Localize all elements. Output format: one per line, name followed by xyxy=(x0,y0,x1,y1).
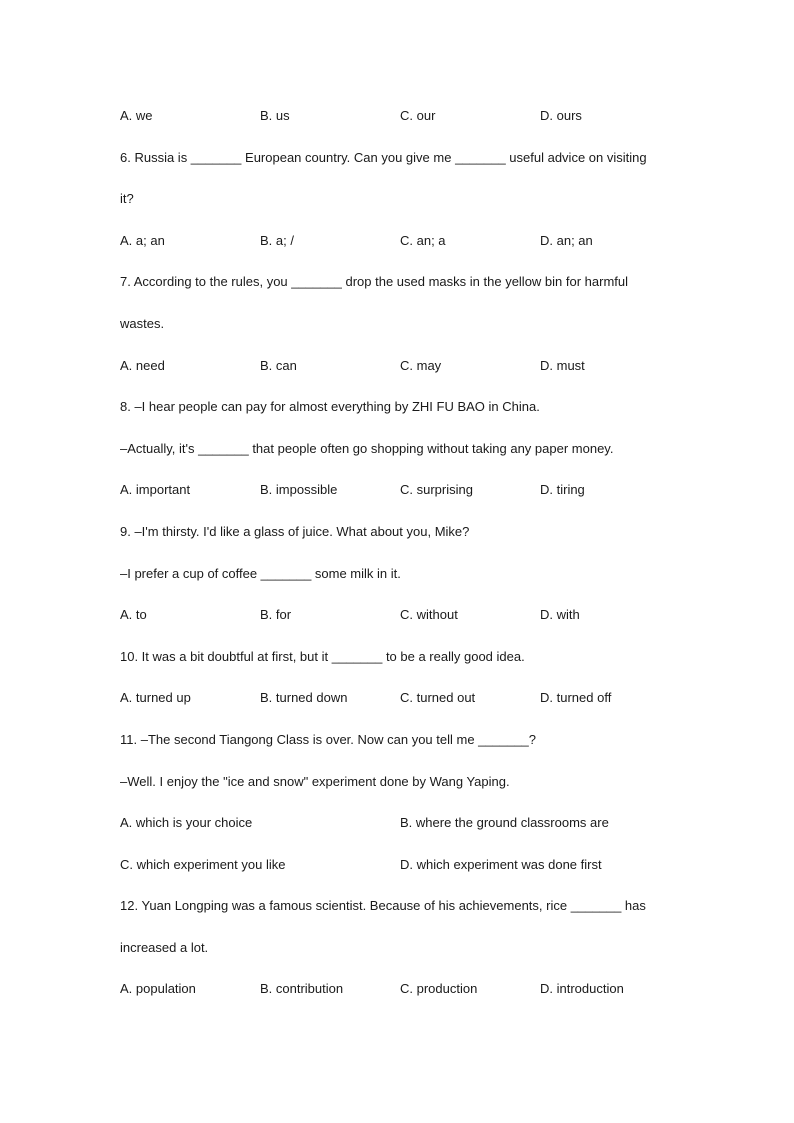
q11-options-row1 xyxy=(120,814,680,856)
q9-dialog-line2: –I prefer a cup of coffee _______ some milk in it. xyxy=(120,565,401,581)
q10-options xyxy=(120,689,680,731)
q8-dialog-line1: 8. –I hear people can pay for almost everything by ZHI FU BAO in China. xyxy=(120,399,540,415)
q12-option-c[interactable]: C. production xyxy=(400,981,478,997)
q11-option-a[interactable]: A. which is your choice xyxy=(120,815,253,831)
q6-stem-line1: 6. Russia is _______ European country. Can you give me _______ useful advice on visiting xyxy=(120,149,647,165)
q8-option-a[interactable]: A. important xyxy=(120,482,191,498)
q7-option-b[interactable]: B. can xyxy=(260,357,297,373)
q7-option-a[interactable]: A. need xyxy=(120,357,165,373)
q5-option-a[interactable]: A. we xyxy=(120,108,153,123)
q12-stem-line1: 12. Yuan Longping was a famous scientist. Because of his achievements, rice _______ has xyxy=(120,898,646,914)
q11-option-d[interactable]: D. which experiment was done first xyxy=(400,856,602,872)
q5-option-b[interactable]: B. us xyxy=(260,108,290,123)
q10-stem: 10. It was a bit doubtful at first, but it _______ to be a really good idea. xyxy=(120,648,525,664)
q5-options xyxy=(120,107,680,149)
q9-option-d[interactable]: D. with xyxy=(540,607,580,623)
q7-options xyxy=(120,357,680,399)
q6-option-a[interactable]: A. a; an xyxy=(120,232,165,248)
q6-options xyxy=(120,232,680,274)
q9-option-a[interactable]: A. to xyxy=(120,607,147,623)
q12-option-a[interactable]: A. population xyxy=(120,981,196,997)
q6-option-c[interactable]: C. an; a xyxy=(400,232,446,248)
q10-option-d[interactable]: D. turned off xyxy=(540,690,612,706)
q7-stem-line1: 7. According to the rules, you _______ drop the used masks in the yellow bin for harmful xyxy=(120,274,629,290)
q11-options-row2 xyxy=(120,856,680,898)
q7-stem-line2: wastes. xyxy=(120,315,165,331)
q12-options xyxy=(120,980,680,1022)
q8-option-d[interactable]: D. tiring xyxy=(540,482,585,498)
q10-option-b[interactable]: B. turned down xyxy=(260,690,348,706)
q11-option-b[interactable]: B. where the ground classrooms are xyxy=(400,815,609,831)
q7-option-d[interactable]: D. must xyxy=(540,357,585,373)
q9-option-b[interactable]: B. for xyxy=(260,607,292,623)
q8-options xyxy=(120,481,680,523)
q6-option-b[interactable]: B. a; / xyxy=(260,232,294,248)
q9-option-c[interactable]: C. without xyxy=(400,607,458,623)
q5-option-d[interactable]: D. ours xyxy=(540,108,582,123)
q5-option-c[interactable]: C. our xyxy=(400,108,436,123)
q12-stem-line2: increased a lot. xyxy=(120,939,209,955)
q8-option-b[interactable]: B. impossible xyxy=(260,482,338,498)
q11-dialog-line1: 11. –The second Tiangong Class is over. Now can you tell me _______? xyxy=(120,731,537,747)
q11-dialog-line2: –Well. I enjoy the "ice and snow" experiment done by Wang Yaping. xyxy=(120,773,510,789)
q10-option-c[interactable]: C. turned out xyxy=(400,690,476,706)
q6-stem-line2: it? xyxy=(120,191,134,207)
q7-option-c[interactable]: C. may xyxy=(400,357,442,373)
q6-option-d[interactable]: D. an; an xyxy=(540,232,593,248)
q8-option-c[interactable]: C. surprising xyxy=(400,482,473,498)
q10-option-a[interactable]: A. turned up xyxy=(120,690,191,706)
worksheet-page xyxy=(120,107,680,1022)
q9-options xyxy=(120,606,680,648)
q12-option-b[interactable]: B. contribution xyxy=(260,981,344,997)
q8-dialog-line2: –Actually, it's _______ that people often go shopping without taking any paper money. xyxy=(120,440,614,456)
q9-dialog-line1: 9. –I'm thirsty. I'd like a glass of juice. What about you, Mike? xyxy=(120,523,470,539)
q12-option-d[interactable]: D. introduction xyxy=(540,981,624,997)
q11-option-c[interactable]: C. which experiment you like xyxy=(120,856,286,872)
